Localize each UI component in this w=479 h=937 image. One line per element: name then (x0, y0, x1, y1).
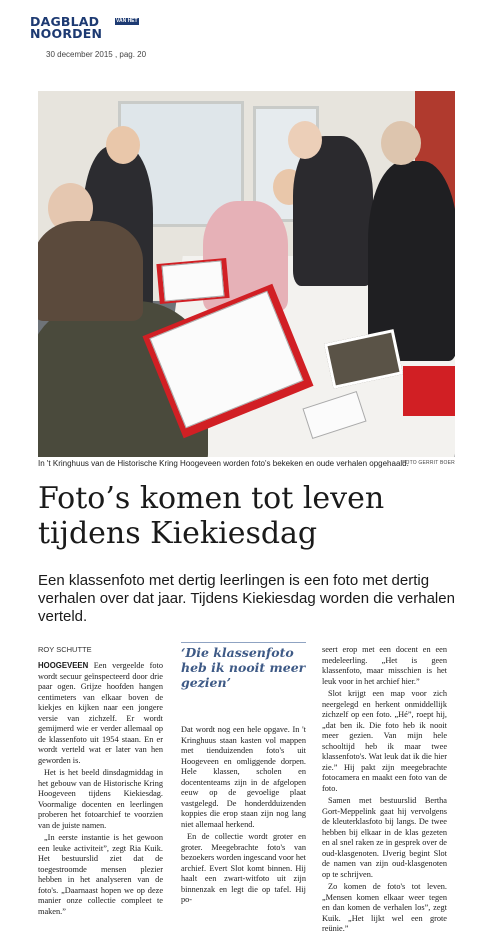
paragraph: seert erop met een docent en een medeleerling. „Het is geen klassenfoto, maar misschien is het leuk voor in het archief hier.” (322, 645, 447, 686)
logo-van-het: VAN HET (116, 18, 138, 24)
paragraph-text: Een vergeelde foto wordt secuur geïnspecteerd door drie paar ogen. Grijze hoofden hangen centimeters van elkaar boven de kiekjes en kijken naar een jongere versie van zichzelf. Er wordt gemijmerd wie er verder allemaal op de klassenfoto uit 1954 staan. En er wordt verteld wat er later van hen geworden is. (38, 661, 164, 765)
logo-line-2: NOORDEN (30, 26, 103, 41)
article-headline: Foto’s komen tot leven tijdens Kiekiesdag (38, 481, 385, 551)
caption-text: In 't Kringhuus van de Historische Kring Hoogeveen worden foto's bekeken en oude verhalen opgehaald. (38, 459, 409, 468)
paragraph: Zo komen de foto's tot leven. „Mensen komen elkaar weer tegen en dan komen de verhalen los”, zegt Kuik. „Het lijkt wel een grote reünie.” (322, 882, 447, 933)
photo-head (106, 126, 140, 164)
paragraph: Het is het beeld dinsdagmiddag in het gebouw van de Historische Kring Hoogeveen tijdens Kiekiesdag. Voormalige docenten en leerlingen proberen het fotoarchief te voorzien van de juiste namen. (38, 768, 163, 830)
photo-person-seated-back (38, 221, 143, 321)
paragraph: En de collectie wordt groter en groter. Meegebrachte foto's van bezoekers worden ingescand voor het archief. Evert Slot komt binnen. Hij haalt een zwart-witfoto uit zijn binnenzak en legt die op tafel. Hij po- (181, 832, 306, 904)
article-column-3 (322, 645, 447, 937)
place-name: HOOGEVEEN (38, 661, 89, 670)
photo-album-page-2 (162, 260, 225, 301)
pullquote-rule (181, 642, 306, 643)
logo-line-1: DAGBLAD (30, 14, 100, 29)
photo-red-binder-3 (403, 366, 455, 416)
pullquote: ‘Die klassenfoto heb ik nooit meer gezien’ (181, 645, 306, 690)
photo-head (381, 121, 421, 165)
article-column-2 (181, 725, 306, 908)
photo-head (288, 121, 322, 159)
byline: ROY SCHUTTE (38, 645, 92, 654)
paragraph: Samen met bestuurslid Bertha Gort-Meppelink gaat hij vervolgens de kleuterklasfoto bij langs. De twee hebben bij elkaar in de klas gezeten en al snel raken ze in gesprek over de oud-klasgenoten. IJverig begint Slot de namen van zijn oud-klasgenoten op te schrijven. (322, 796, 447, 879)
photo-caption (38, 459, 455, 468)
article-photo (38, 91, 455, 457)
paragraph: Slot krijgt een map voor zich neergelegd en herkent onmiddellijk zichzelf op een foto. „Hé”, roept hij, „dat ben ik. Die foto heb ik nooit meer gezien. Van mijn hele schooltijd heb ik maar twee klassenfoto's. Wat leuk dat ik die hier zie.” Hij pakt zijn meegebrachte fotocamera en maakt een foto van de foto. (322, 689, 447, 793)
dateline: 30 december 2015 , pag. 20 (46, 50, 147, 59)
photo-credit: FOTO GERRIT BOER (402, 460, 455, 466)
paragraph: „In eerste instantie is het gewoon een leuke activiteit”, zegt Ria Kuik. Het bestuurslid ziet dat de toegestroomde mensen plezier hebben in het analyseren van de foto's. „Daarnaast hopen we op deze manier onze collectie compleet te maken.” (38, 833, 163, 916)
article-column-1 (38, 661, 163, 919)
newspaper-logo (30, 16, 140, 44)
article-intro: Een klassenfoto met dertig leerlingen is een foto met dertig verhalen over dat jaar. Tijdens Kiekiesdag worden die verhalen verteld. (38, 572, 455, 625)
paragraph (38, 661, 163, 766)
paragraph: Dat wordt nog een hele opgave. In 't Kringhuus staan kasten vol mappen met tienduizenden foto's uit Hoogeveen en omliggende dorpen. Hele klassen, scholen en docententeams zijn in de afgelopen eeuw op de gevoelige plaat vastgelegd. De honderdduizenden koppies die erop staan zijn nog lang niet allemaal herkend. (181, 725, 306, 829)
